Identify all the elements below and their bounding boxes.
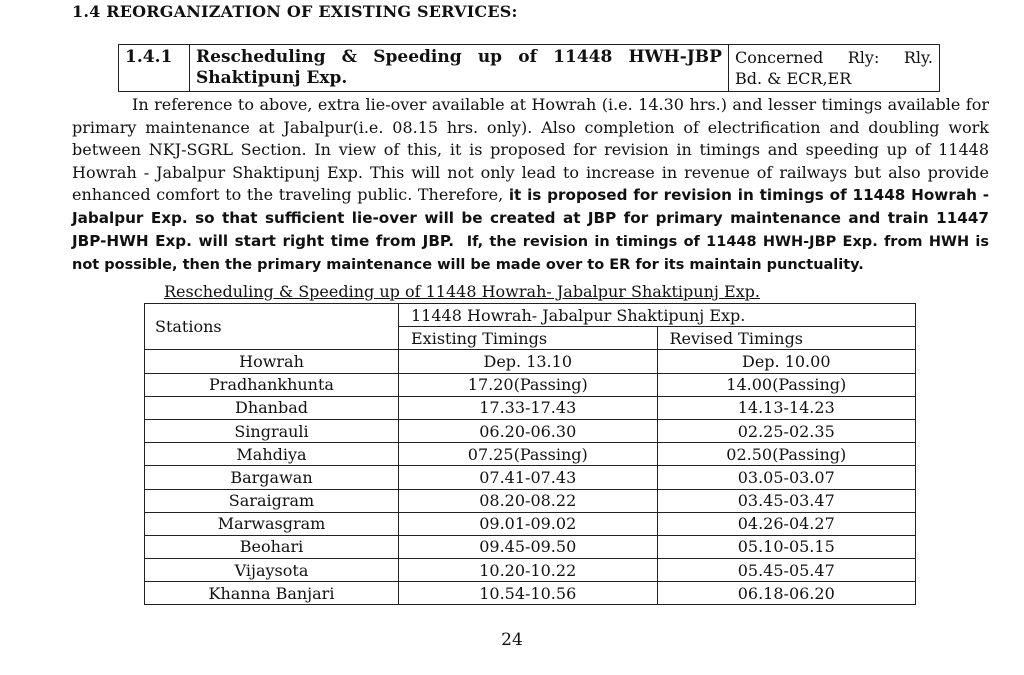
table-caption: Rescheduling & Speeding up of 11448 Howrah- Jabalpur Shaktipunj Exp. [164,282,760,301]
revised-timing-cell: 02.50(Passing) [657,443,916,466]
item-title-line1 [196,47,722,68]
train-group-header: 11448 Howrah- Jabalpur Shaktipunj Exp. [399,304,916,327]
table-row [145,582,916,605]
station-cell: Vijaysota [145,559,399,582]
item-title-word: & [341,47,358,67]
page-number: 24 [501,630,523,650]
railway-word: Rly: [847,48,880,67]
existing-timing-cell: 10.20-10.22 [399,559,658,582]
item-title-word: up [477,47,503,67]
table-row [145,373,916,396]
revised-timing-cell: 14.00(Passing) [657,373,916,396]
item-header-box [118,44,940,92]
timings-table-body [145,350,916,605]
item-title-word: Speeding [373,47,462,67]
station-cell: Mahdiya [145,443,399,466]
paragraph-line [72,253,989,277]
existing-timing-cell: 10.54-10.56 [399,582,658,605]
station-cell: Howrah [145,350,399,373]
existing-timing-cell: 09.01-09.02 [399,512,658,535]
table-row [145,466,916,489]
stations-header: Stations [145,304,399,350]
table-row [145,443,916,466]
revised-timing-cell: 04.26-04.27 [657,512,916,535]
paragraph-bold-text: JBP-HWH Exp. will start right time from JBP. [72,231,455,250]
table-row [145,419,916,442]
existing-timing-cell: 08.20-08.22 [399,489,658,512]
paragraph-line: primary maintenance at Jabalpur(i.e. 08.15 hrs. only). Also completion of electrification and doubling work [72,117,989,137]
revised-timing-cell: 05.10-05.15 [657,535,916,558]
existing-timing-cell: 06.20-06.30 [399,419,658,442]
table-row [145,489,916,512]
paragraph-line [72,184,989,207]
table-row [145,396,916,419]
paragraph-line: Howrah - Jabalpur Shaktipunj Exp. This will not only lead to increase in revenue of railways but also provide [72,162,989,182]
station-cell: Khanna Banjari [145,582,399,605]
paragraph-bold-small-text: If, the revision in timings of 11448 HWH-JBP Exp. from HWH is [466,233,989,250]
revised-timing-cell: 02.25-02.35 [657,419,916,442]
station-cell: Singrauli [145,419,399,442]
concerned-railway-line2: Bd. & ECR,ER [735,69,852,88]
revised-timing-cell: 06.18-06.20 [657,582,916,605]
paragraph-bold-text: Jabalpur Exp. so that sufficient lie-over will be created at JBP for primary maintenance and train 11447 [72,208,989,227]
station-cell: Marwasgram [145,512,399,535]
paragraph-bold-text: it is proposed for revision in timings of 11448 Howrah - [508,186,989,205]
section-heading: 1.4 REORGANIZATION OF EXISTING SERVICES: [72,2,518,21]
concerned-railway-line1 [735,47,933,68]
station-cell: Bargawan [145,466,399,489]
paragraph-bold-small-text: not possible, then the primary maintenance will be made over to ER for its maintain punctuality. [72,257,864,274]
timings-table [144,303,916,605]
item-number: 1.4.1 [119,45,190,92]
revised-timing-cell: 05.45-05.47 [657,559,916,582]
station-cell: Saraigram [145,489,399,512]
paragraph-line [72,207,989,230]
table-row [145,512,916,535]
paragraph-line: between NKJ-SGRL Section. In view of this, it is proposed for revision in timings and speeding up of 11448 [72,140,989,160]
item-title-word: HWH-JBP [628,47,722,67]
item-title-word: of [518,47,537,67]
railway-word: Rly. [903,48,933,67]
existing-timing-cell: 17.33-17.43 [399,396,658,419]
revised-timing-cell: 03.05-03.07 [657,466,916,489]
item-title-word: Rescheduling [196,47,326,67]
existing-timing-cell: 09.45-09.50 [399,535,658,558]
concerned-railway [729,45,940,92]
revised-timings-header: Revised Timings [657,327,916,350]
revised-timing-cell: Dep. 10.00 [657,350,916,373]
station-cell: Dhanbad [145,396,399,419]
paragraph-line: In reference to above, extra lie-over available at Howrah (i.e. 14.30 hrs.) and lesser timings available for [132,95,989,114]
existing-timing-cell: 07.41-07.43 [399,466,658,489]
station-cell: Pradhankhunta [145,373,399,396]
item-title-line2: Shaktipunj Exp. [196,68,348,88]
revised-timing-cell: 03.45-03.47 [657,489,916,512]
railway-word: Concerned [735,48,824,67]
table-row [145,559,916,582]
item-title [190,45,729,92]
existing-timing-cell: Dep. 13.10 [399,350,658,373]
paragraph-text: enhanced comfort to the traveling public. Therefore, [72,185,509,205]
station-cell: Beohari [145,535,399,558]
table-row [145,350,916,373]
proposal-paragraph [72,94,989,277]
table-row [145,535,916,558]
existing-timing-cell: 17.20(Passing) [399,373,658,396]
existing-timing-cell: 07.25(Passing) [399,443,658,466]
item-title-word: 11448 [553,47,613,67]
paragraph-line [72,230,989,254]
existing-timings-header: Existing Timings [399,327,658,350]
revised-timing-cell: 14.13-14.23 [657,396,916,419]
